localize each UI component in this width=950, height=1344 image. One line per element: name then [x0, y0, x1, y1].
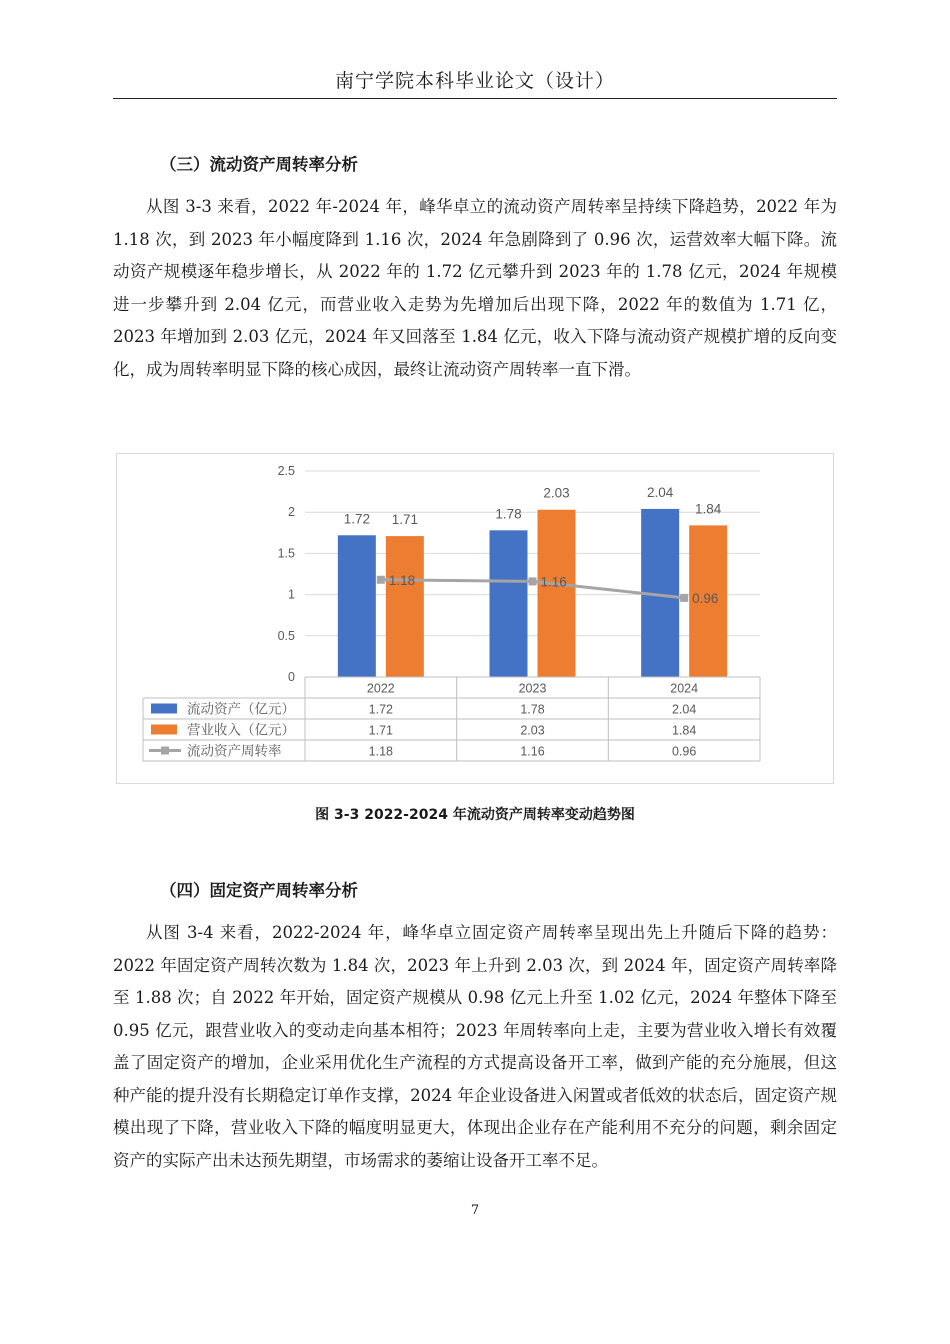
y-tick-label: 2 — [288, 505, 295, 520]
table-cell-value: 1.72 — [368, 702, 394, 717]
legend-entry: 流动资产周转率 — [187, 743, 282, 759]
line-value-label: 0.96 — [692, 590, 719, 606]
line-value-label: 1.18 — [388, 572, 416, 588]
bar — [386, 536, 424, 677]
figure-caption: 图 3-3 2022-2024 年流动资产周转率变动趋势图 — [315, 807, 635, 823]
bar-value-label: 2.03 — [543, 485, 570, 501]
table-cell-value: 1.78 — [520, 702, 545, 717]
page-header-title: 南宁学院本科毕业论文（设计） — [334, 70, 615, 92]
bar-value-label: 1.72 — [343, 511, 370, 527]
table-cell-value: 1.71 — [368, 723, 394, 738]
table-cell-value: 2.03 — [520, 723, 545, 738]
paragraph-current-assets: 从图 3-3 来看，2022 年-2024 年，峰华卓立的流动资产周转率呈持续下降趋势，2022 年为 1.18 次，到 2023 年小幅度降到 1.16 次，2024 年急剧降到了 0.96 次，运营效率大幅下降。流动资产规模逐年稳步增长，从 2022 年的 1.72 亿元攀升到 2023 年的 1.78 亿元，2024 年规模进一步攀升到 2.04 亿元，而营业收入走势为先增加后出现下降，2022 年的数值为 1.71 亿，2023 年增加到 2.03 亿元，2024 年又回落至 1.84 亿元，收入下降与流动资产规模扩增的反向变化，成为周转率明显下降的核心成因，最终让流动资产周转率一直下滑。 — [113, 197, 837, 379]
turnover-chart — [117, 454, 833, 783]
legend-key — [151, 725, 177, 735]
table-cell-value: 1.16 — [520, 744, 545, 759]
y-tick-label: 1 — [288, 587, 295, 602]
turnover-marker — [377, 576, 385, 584]
page-number: 7 — [470, 1203, 480, 1218]
bar-value-label: 1.84 — [695, 501, 722, 517]
chart-container — [116, 453, 834, 784]
turnover-marker — [529, 577, 537, 585]
section-heading-current-assets: （三）流动资产周转率分析 — [160, 155, 358, 174]
section-heading-fixed-assets: （四）固定资产周转率分析 — [160, 881, 358, 900]
header-rule — [113, 98, 837, 99]
legend-entry: 营业收入（亿元） — [187, 722, 295, 738]
bar — [538, 510, 576, 677]
bar-value-label: 2.04 — [647, 484, 674, 500]
paragraph-fixed-assets: 从图 3-4 来看，2022-2024 年，峰华卓立固定资产周转率呈现出先上升随后下降的趋势：2022 年固定资产周转次数为 1.84 次，2023 年上升到 2.03 次，到 2024 年，固定资产周转率降至 1.88 次；自 2022 年开始，固定资产规模从 0.98 亿元上升至 1.02 亿元，2024 年整体下降至 0.95 亿元，跟营业收入的变动走向基本相符；2023 年周转率向上走，主要为营业收入增长有效覆盖了固定资产的增加，企业采用优化生产流程的方式提高设备开工率，做到产能的充分施展，但这种产能的提升没有长期稳定订单作支撑，2024 年企业设备进入闲置或者低效的状态后，固定资产规模出现了下降，营业收入下降的幅度明显更大，体现出企业存在产能利用不充分的问题，剩余固定资产的实际产出未达预先期望，市场需求的萎缩让设备开工率不足。 — [113, 923, 837, 1170]
x-category-label: 2024 — [670, 681, 699, 696]
table-cell-value: 2.04 — [671, 702, 697, 717]
table-cell-value: 1.84 — [671, 723, 697, 738]
bar — [338, 535, 376, 677]
legend-key — [161, 747, 169, 755]
x-category-label: 2022 — [366, 681, 395, 696]
y-tick-label: 1.5 — [277, 546, 295, 561]
legend-key — [151, 704, 177, 714]
table-cell-value: 0.96 — [671, 744, 697, 759]
table-cell-value: 1.18 — [368, 744, 394, 759]
bar-value-label: 1.78 — [495, 506, 522, 522]
y-tick-label: 0 — [288, 670, 295, 684]
turnover-marker — [680, 594, 688, 602]
x-category-label: 2023 — [518, 681, 547, 696]
y-tick-label: 2.5 — [277, 464, 295, 478]
line-value-label: 1.16 — [540, 574, 567, 590]
bar-value-label: 1.71 — [391, 512, 418, 528]
legend-entry: 流动资产（亿元） — [187, 701, 295, 717]
bar — [490, 530, 528, 677]
y-tick-label: 0.5 — [277, 628, 295, 643]
